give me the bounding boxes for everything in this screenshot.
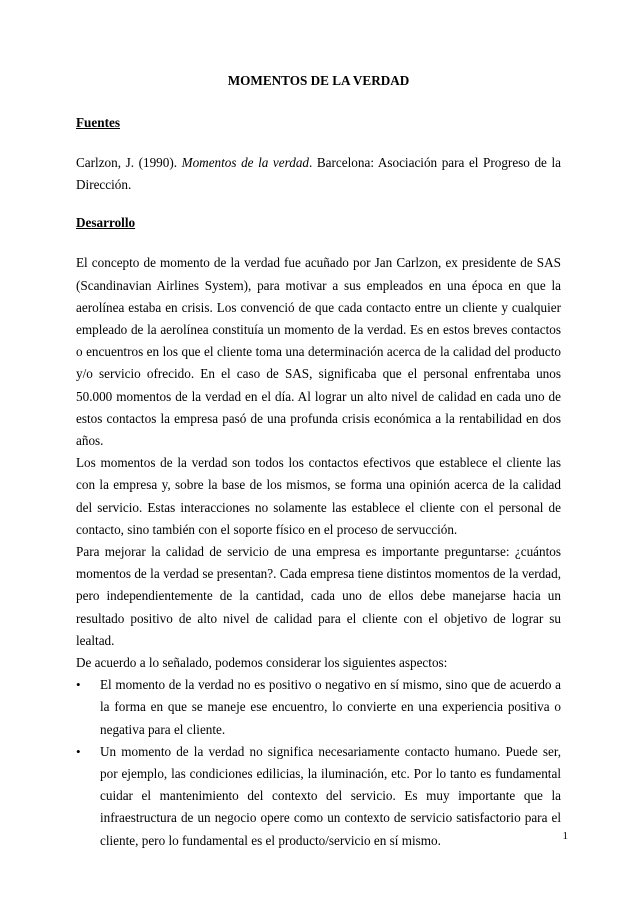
spacer — [76, 234, 561, 252]
list-item — [76, 674, 561, 741]
spacer — [76, 196, 561, 212]
aspects-list — [76, 674, 561, 852]
sources-heading: Fuentes — [76, 115, 120, 130]
document-title: MOMENTOS DE LA VERDAD — [227, 73, 410, 88]
spacer — [76, 134, 561, 152]
citation-book-title: Momentos de la verdad — [181, 155, 310, 170]
document-body — [76, 70, 561, 852]
citation-author-year: Carlzon, J. (1990). — [76, 155, 182, 170]
paragraph-aspects-intro: De acuerdo a lo señalado, podemos considerar los siguientes aspectos: — [76, 655, 448, 671]
list-item-text: El momento de la verdad no es positivo o negativo en sí mismo, sino que de acuerdo a la forma en que se maneje ese encuentro, lo convierte en una experiencia positiva o negativa para el cliente. — [100, 677, 561, 737]
page-number: 1 — [562, 830, 568, 842]
bullet-icon: • — [76, 677, 81, 693]
development-heading: Desarrollo — [76, 215, 136, 231]
paragraph-improve-quality: Para mejorar la calidad de servicio de una empresa es importante preguntarse: ¿cuántos momentos de la verdad se presentan?. Cada empresa tiene distintos momentos de la verdad, pero independientemente de la cantidad, cada uno de ellos debe manejarse hacia un resultado positivo de alto nivel de calidad para el cliente con el objetivo de lograr su lealtad. — [76, 544, 561, 648]
citation-publisher: . Barcelona: Asociación para el Progreso de la Dirección. — [76, 155, 561, 193]
bullet-icon: • — [76, 743, 81, 759]
list-item — [76, 741, 561, 852]
paragraph-carlzon-concept: El concepto de momento de la verdad fue acuñado por Jan Carlzon, ex presidente de SAS (Scandinavian Airlines System), para motivar a sus empleados en una época en que la aerolínea estaba en crisis. Los convenció de que cada contacto entre un cliente y cualquier empleado de la aerolínea constituía un momento de la verdad. Es en estos breves contactos o encuentros en los que el cliente toma una determinación acerca de la calidad del producto y/o servicio ofrecido. En el caso de SAS, significaba que el personal enfrentaba unos 50.000 momentos de la verdad en el día. Al lograr un alto nivel de calidad en cada uno de estos contactos la empresa pasó de una profunda crisis económica a la rentabilidad en dos años. — [76, 255, 561, 449]
list-item-text: Un momento de la verdad no significa necesariamente contacto humano. Puede ser, por ejemplo, las condiciones edilicias, la iluminación, etc. Por lo tanto es fundamental cuidar el mantenimiento del contexto del servicio. Es muy importante que la infraestructura de un negocio opere como un contexto de servicio satisfactorio para el cliente, pero lo fundamental es el producto/servicio en sí mismo. — [100, 743, 561, 848]
citation — [76, 152, 561, 196]
paragraph-contacts: Los momentos de la verdad son todos los contactos efectivos que establece el cliente las con la empresa y, sobre la base de los mismos, se forma una opinión acerca de la calidad del servicio. Estas interacciones no solamente las establece el cliente con el personal de contacto, sino también con el soporte físico en el proceso de servucción. — [76, 455, 561, 537]
